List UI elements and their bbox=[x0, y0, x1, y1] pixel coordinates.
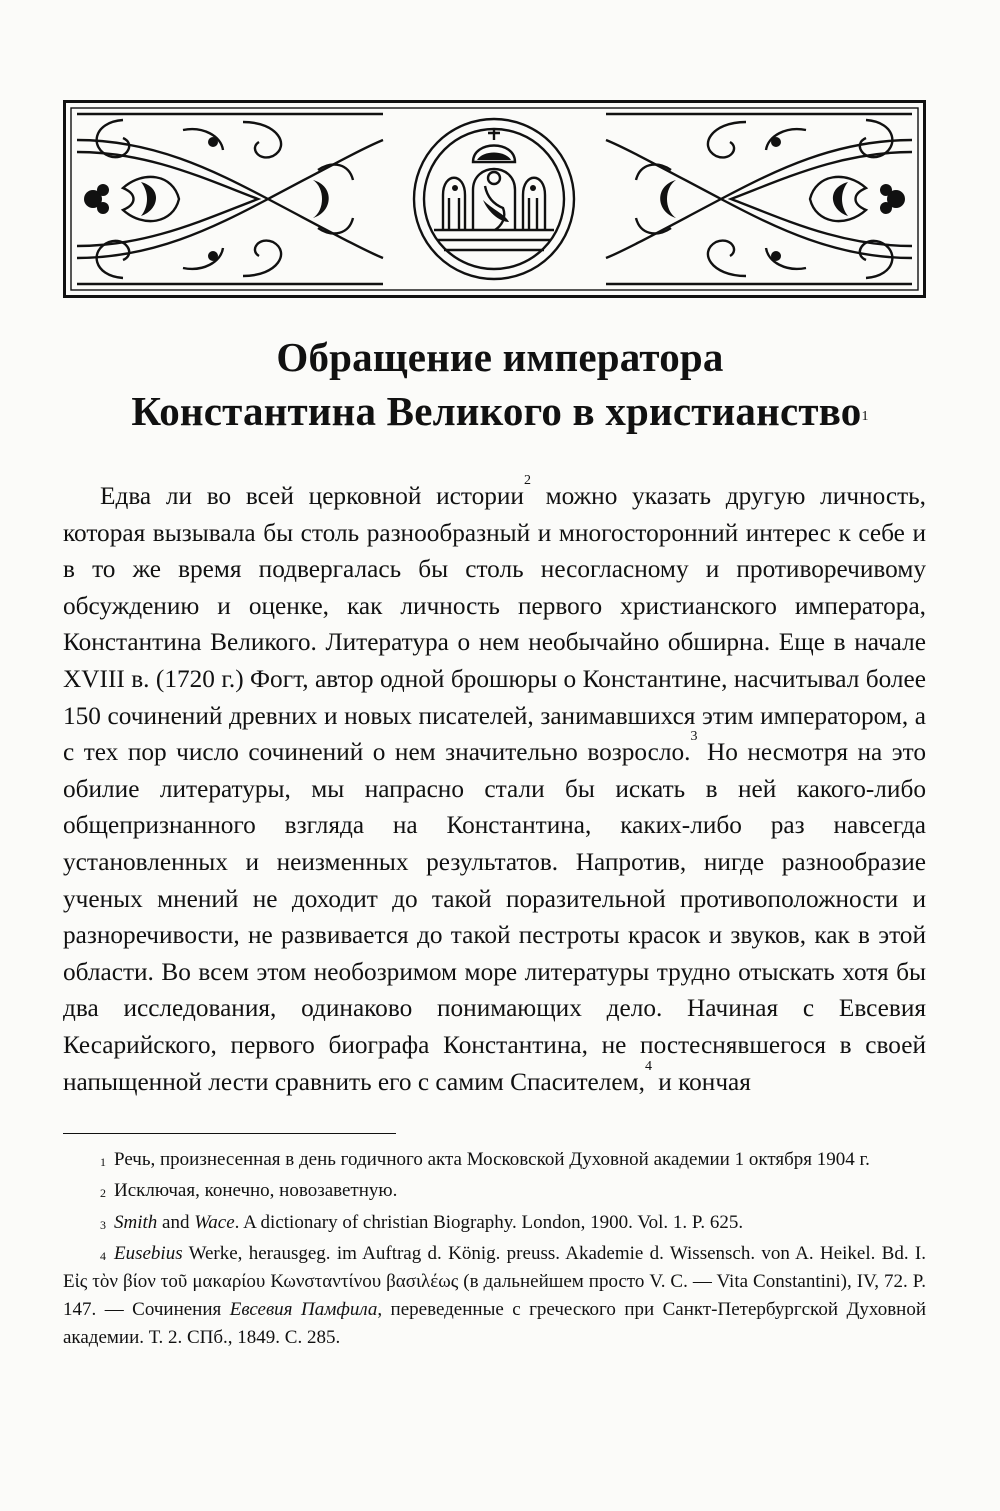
footnote-text: Werke, herausgeg. im Auftrag d. König. preuss. Akademie d. Wissensch. von A. Heikel. Bd. I. Εἰς τὸν βίον τοῦ μακαρίου Κωνσταντίνου βασιλέως (в дальнейшем просто V. C. — Vita Constantini), IV, 72. P. 147. — Сочинения bbox=[63, 1243, 926, 1321]
footnote-author: Eusebius bbox=[114, 1243, 183, 1265]
footnote-2 bbox=[63, 1177, 926, 1205]
footnote-text: Речь, произнесенная в день годичного акта Московской Духовной академии 1 октября 1904 г. bbox=[114, 1149, 870, 1170]
footnote-text: , переведенные с греческого при Санкт-Петербургской Духовной академии. Т. 2. СПб., 1849. С. 285. bbox=[63, 1299, 926, 1349]
body-paragraph bbox=[63, 473, 926, 1100]
body-text-4: и кончая bbox=[651, 1067, 751, 1096]
chapter-title bbox=[40, 330, 960, 438]
chapter-title-line-2 bbox=[40, 384, 960, 438]
footnote-ref-1: 1 bbox=[861, 409, 869, 424]
footnote-ref-4: 4 bbox=[644, 1058, 652, 1074]
footnote-number: 3 bbox=[100, 1217, 106, 1232]
footnote-1 bbox=[63, 1146, 926, 1174]
body-text-2: можно указать другую личность, которая вызывала бы столь разнообразный и многосторонний интерес к себе и в то же время подвергалась бы столь несогласному и противоречивому обсуждению и оценке, как личность первого христианского императора, Константина Великого. Литература о нем необычайно обширна. Еще в начале XVIII в. (1720 г.) Фогт, автор одной брошюры о Константине, насчитывал более 150 сочинений древних и новых писателей, занимавшихся этим императором, а с тех пор число сочинений о нем значительно возросло. bbox=[63, 482, 926, 767]
footnote-number: 2 bbox=[100, 1186, 106, 1201]
chapter-title-line-2-text: Константина Великого в христианство bbox=[131, 388, 862, 434]
body-text-3: Но несмотря на это обилие литературы, мы напрасно стали бы искать в ней какого-либо общепризнанного взгляда на Константина, каких-либо раз навсегда установленных и неизменных результатов. Напротив, нигде разнообразие ученых мнений не доходит до такой поразительной противоположности и разноречивости, не развивается до такой пестроты красок и звуков, как в этой области. Во всем этом необозримом море литературы трудно отыскать хотя бы два исследования, одинаково понимающих дело. Начиная с Евсевия Кесарийского, первого биографа Константина, не постеснявшегося в своей напыщенной лести сравнить его с самим Спасителем, bbox=[63, 738, 926, 1096]
footnote-number: 4 bbox=[100, 1249, 106, 1264]
footnote-ref-2: 2 bbox=[523, 473, 531, 488]
footnote-author: Smith bbox=[114, 1211, 158, 1233]
body-text-1: Едва ли во всей церковной истории bbox=[100, 482, 524, 510]
chapter-title-line-1: Обращение императора bbox=[276, 334, 724, 380]
footnote-number: 1 bbox=[100, 1155, 106, 1169]
footnote-conjunction: and bbox=[157, 1211, 195, 1233]
footnotes bbox=[63, 1146, 926, 1356]
footnote-author: Wace bbox=[194, 1211, 235, 1233]
footnote-divider bbox=[63, 1133, 396, 1134]
footnote-text: . A dictionary of christian Biography. London, 1900. Vol. 1. P. 625. bbox=[234, 1211, 744, 1233]
footnote-3 bbox=[63, 1209, 926, 1237]
footnote-4 bbox=[63, 1240, 926, 1352]
footnote-author: Евсевия Памфила bbox=[229, 1299, 378, 1321]
footnote-text: Исключая, конечно, новозаветную. bbox=[114, 1180, 398, 1202]
footnote-ref-3: 3 bbox=[690, 729, 698, 745]
ornamental-headpiece bbox=[63, 100, 926, 298]
